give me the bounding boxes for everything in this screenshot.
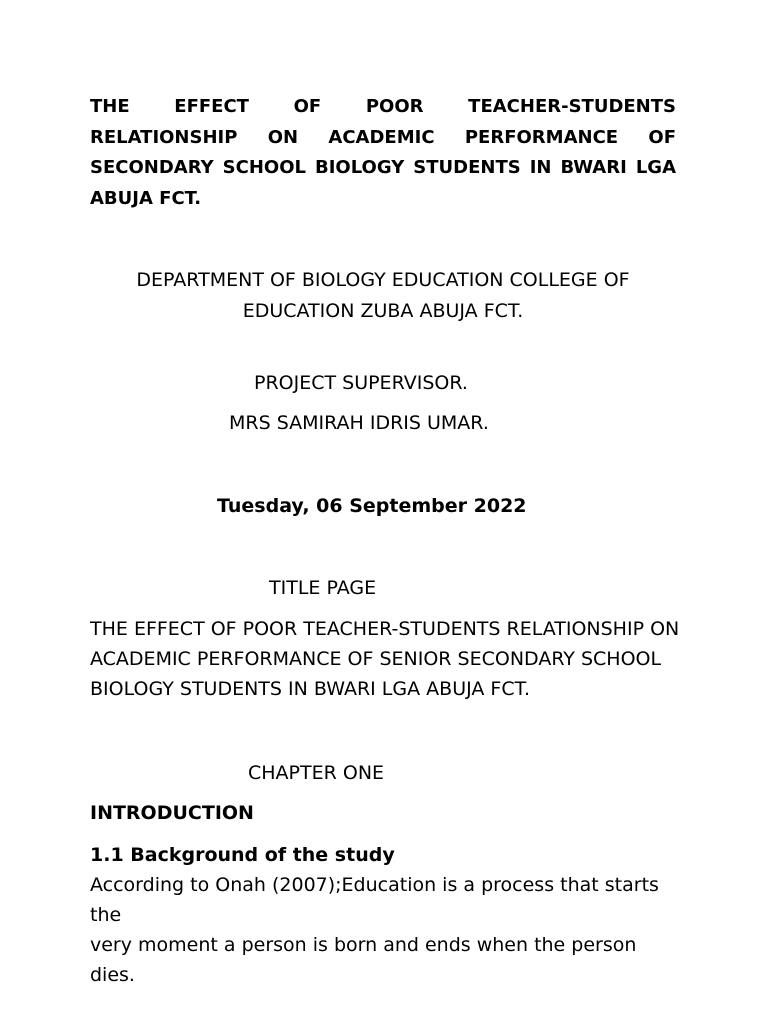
department-line-1: DEPARTMENT OF BIOLOGY EDUCATION COLLEGE OF <box>136 269 630 291</box>
body-paragraph <box>90 870 680 990</box>
body-line-2: very moment a person is born and ends when the person dies. <box>90 934 637 986</box>
introduction-heading: INTRODUCTION <box>90 802 254 824</box>
title-page-line-1: THE EFFECT OF POOR TEACHER-STUDENTS RELATIONSHIP ON <box>90 618 680 640</box>
body-line-1: According to Onah (2007);Education is a process that starts the <box>90 874 659 926</box>
title-page-line-2: ACADEMIC PERFORMANCE OF SENIOR SECONDARY SCHOOL <box>90 648 662 670</box>
section-heading: 1.1 Background of the study <box>90 844 395 866</box>
cover-title: THE EFFECT OF POOR TEACHER-STUDENTS RELATIONSHIP ON ACADEMIC PERFORMANCE OF SECONDARY SCHOOL BIOLOGY STUDENTS IN BWARI LGA ABUJA FCT. <box>90 96 676 209</box>
title-page-line-3: BIOLOGY STUDENTS IN BWARI LGA ABUJA FCT. <box>90 678 530 700</box>
title-page-title <box>90 614 680 704</box>
supervisor-name: MRS SAMIRAH IDRIS UMAR. <box>229 412 489 434</box>
document-date: Tuesday, 06 September 2022 <box>217 495 527 517</box>
chapter-label: CHAPTER ONE <box>248 762 385 784</box>
department-heading <box>90 265 676 327</box>
supervisor-label: PROJECT SUPERVISOR. <box>254 372 468 394</box>
department-line-2: EDUCATION ZUBA ABUJA FCT. <box>242 300 524 322</box>
title-page-label: TITLE PAGE <box>269 577 377 599</box>
